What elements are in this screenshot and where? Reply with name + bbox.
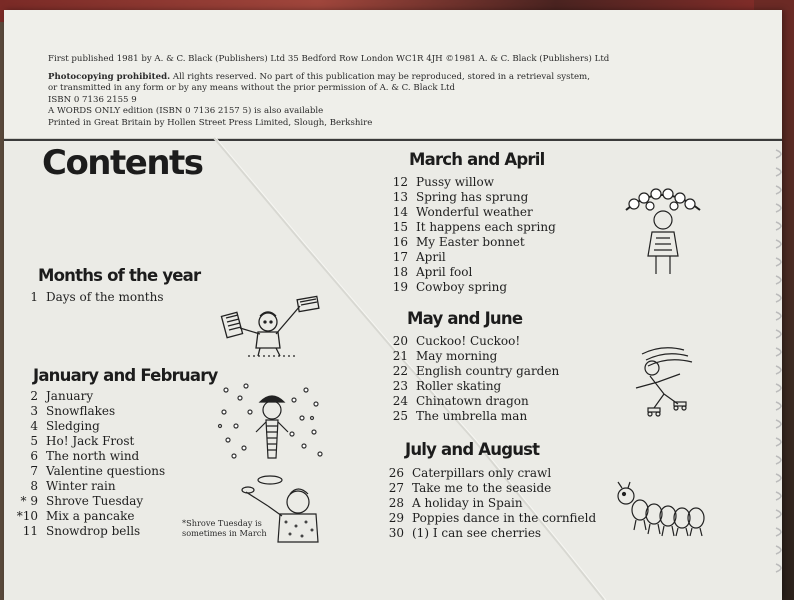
- poem-title: Roller skating: [416, 379, 502, 393]
- page-number: *10: [16, 509, 38, 523]
- poem-title: (1) I can see cherries: [412, 526, 542, 540]
- page-number: 17: [392, 250, 408, 264]
- toc-entry[interactable]: [382, 496, 596, 511]
- page-number: 1: [30, 290, 38, 304]
- poem-title: Take me to the seaside: [412, 481, 552, 495]
- page-number: 23: [392, 379, 408, 393]
- poem-title: Poppies dance in the cornfield: [412, 511, 597, 525]
- snowy-child-illustration: [216, 382, 326, 462]
- contents-heading: Contents: [42, 143, 203, 183]
- imprint-line: or transmitted in any form or by any means without the prior permission of A. & C. Black Ltd: [48, 83, 455, 93]
- poem-title: January: [46, 389, 94, 403]
- page-number: 8: [30, 479, 38, 493]
- page-number: 22: [392, 364, 408, 378]
- section-title: Months of the year: [38, 266, 201, 285]
- pancake-child-illustration: [240, 472, 322, 548]
- toc-entry[interactable]: [8, 290, 208, 305]
- note-line: sometimes in March: [182, 528, 267, 538]
- page-number: 25: [392, 409, 408, 423]
- toc-entry[interactable]: [386, 220, 556, 235]
- poem-title: Wonderful weather: [416, 205, 533, 219]
- poem-title: The umbrella man: [416, 409, 528, 423]
- toc-entry[interactable]: [386, 379, 559, 394]
- page-number: 13: [392, 190, 408, 204]
- page-number: 18: [392, 265, 408, 279]
- poem-title: Sledging: [46, 419, 100, 433]
- toc-entry[interactable]: [386, 205, 556, 220]
- imprint-line: Printed in Great Britain by Hollen Street Press Limited, Slough, Berkshire: [48, 117, 373, 128]
- toc-entry[interactable]: [8, 494, 208, 509]
- note-line: *Shrove Tuesday is: [182, 518, 262, 528]
- imprint-rest: All rights reserved. No part of this publication may be reproduced, stored in a retrieval system,: [170, 71, 590, 82]
- poem-title: Shrove Tuesday: [46, 494, 144, 508]
- toc-entry[interactable]: [8, 509, 208, 524]
- toc-entry[interactable]: [8, 464, 208, 479]
- toc-entry[interactable]: [386, 334, 559, 349]
- page-number: 29: [388, 511, 404, 525]
- poem-title: My Easter bonnet: [416, 235, 525, 249]
- toc-list: [8, 290, 208, 305]
- child-with-calendar-illustration: [218, 294, 324, 360]
- toc-list: [382, 466, 596, 541]
- page-number: 20: [392, 334, 408, 348]
- poem-title: Cuckoo! Cuckoo!: [416, 334, 521, 348]
- toc-entry[interactable]: [8, 524, 208, 539]
- page-number: 14: [392, 205, 408, 219]
- toc-entry[interactable]: [386, 265, 556, 280]
- poem-title: Chinatown dragon: [416, 394, 529, 408]
- toc-entry[interactable]: [8, 389, 208, 404]
- section-title: January and February: [33, 366, 218, 385]
- poem-title: Pussy willow: [416, 175, 494, 189]
- poem-title: Cowboy spring: [416, 280, 508, 294]
- caterpillar-illustration: [614, 480, 718, 538]
- imprint-bold: Photocopying prohibited.: [48, 71, 171, 82]
- poem-title: The north wind: [46, 449, 140, 463]
- section-title: May and June: [407, 309, 523, 328]
- page-number: 7: [30, 464, 38, 478]
- page-number: 15: [392, 220, 408, 234]
- page-number: 12: [392, 175, 408, 189]
- toc-entry[interactable]: [386, 190, 556, 205]
- poem-title: Snowdrop bells: [46, 524, 141, 538]
- toc-list: [386, 334, 559, 424]
- toc-entry[interactable]: [8, 449, 208, 464]
- toc-entry[interactable]: [386, 394, 559, 409]
- poem-title: Ho! Jack Frost: [46, 434, 135, 448]
- section-title: July and August: [405, 440, 540, 459]
- page-number: 30: [388, 526, 404, 540]
- poem-title: Caterpillars only crawl: [412, 466, 552, 480]
- poem-title: Winter rain: [46, 479, 116, 493]
- toc-entry[interactable]: [386, 175, 556, 190]
- page-number: 19: [392, 280, 408, 294]
- poem-title: Valentine questions: [46, 464, 166, 478]
- poem-title: Spring has sprung: [416, 190, 529, 204]
- toc-entry[interactable]: [386, 364, 559, 379]
- poem-title: English country garden: [416, 364, 560, 378]
- section-title: March and April: [409, 150, 545, 169]
- divider-rule: [4, 139, 782, 141]
- poem-title: A holiday in Spain: [412, 496, 523, 510]
- page-number: 27: [388, 481, 404, 495]
- toc-entry[interactable]: [382, 511, 596, 526]
- toc-entry[interactable]: [382, 466, 596, 481]
- page-number: 11: [22, 524, 38, 538]
- toc-list: [8, 389, 208, 539]
- poem-title: Snowflakes: [46, 404, 116, 418]
- toc-entry[interactable]: [386, 250, 556, 265]
- toc-entry[interactable]: [8, 434, 208, 449]
- page-number: 5: [30, 434, 38, 448]
- page-number: 2: [30, 389, 38, 403]
- page-number: 4: [30, 419, 38, 433]
- imprint-line: [48, 72, 609, 84]
- poem-title: Days of the months: [46, 290, 164, 304]
- toc-list: [386, 175, 556, 295]
- toc-entry[interactable]: [8, 404, 208, 419]
- toc-entry[interactable]: [8, 479, 208, 494]
- spiral-binding: [774, 140, 788, 580]
- toc-entry[interactable]: [8, 419, 208, 434]
- toc-entry[interactable]: [382, 481, 596, 496]
- toc-entry[interactable]: [386, 349, 559, 364]
- imprint-line: ISBN 0 7136 2155 9: [48, 94, 137, 105]
- page-number: 24: [392, 394, 408, 408]
- contents-page: [4, 10, 782, 600]
- poem-title: May morning: [416, 349, 498, 363]
- imprint-text: [48, 54, 609, 129]
- toc-entry[interactable]: [386, 235, 556, 250]
- toc-entry[interactable]: [382, 526, 596, 541]
- imprint-line: First published 1981 by A. & C. Black (Publishers) Ltd 35 Bedford Row London WC1R 4JH ©1981 A. & C. Black (Publishers) Ltd: [48, 54, 610, 64]
- page-number: * 9: [20, 494, 38, 508]
- roller-skater-illustration: [622, 344, 702, 424]
- page-number: 16: [392, 235, 408, 249]
- imprint-line: A WORDS ONLY edition (ISBN 0 7136 2157 5) is also available: [48, 106, 324, 116]
- page-number: 28: [388, 496, 404, 510]
- page-number: 6: [30, 449, 38, 463]
- easter-bonnet-girl-illustration: [622, 186, 704, 282]
- page-number: 26: [388, 466, 404, 480]
- page-number: 3: [30, 404, 38, 418]
- page-number: 21: [392, 349, 408, 363]
- poem-title: Mix a pancake: [46, 509, 135, 523]
- toc-entry[interactable]: [386, 409, 559, 424]
- poem-title: It happens each spring: [416, 220, 556, 234]
- poem-title: April: [416, 250, 446, 264]
- toc-entry[interactable]: [386, 280, 556, 295]
- poem-title: April fool: [416, 265, 473, 279]
